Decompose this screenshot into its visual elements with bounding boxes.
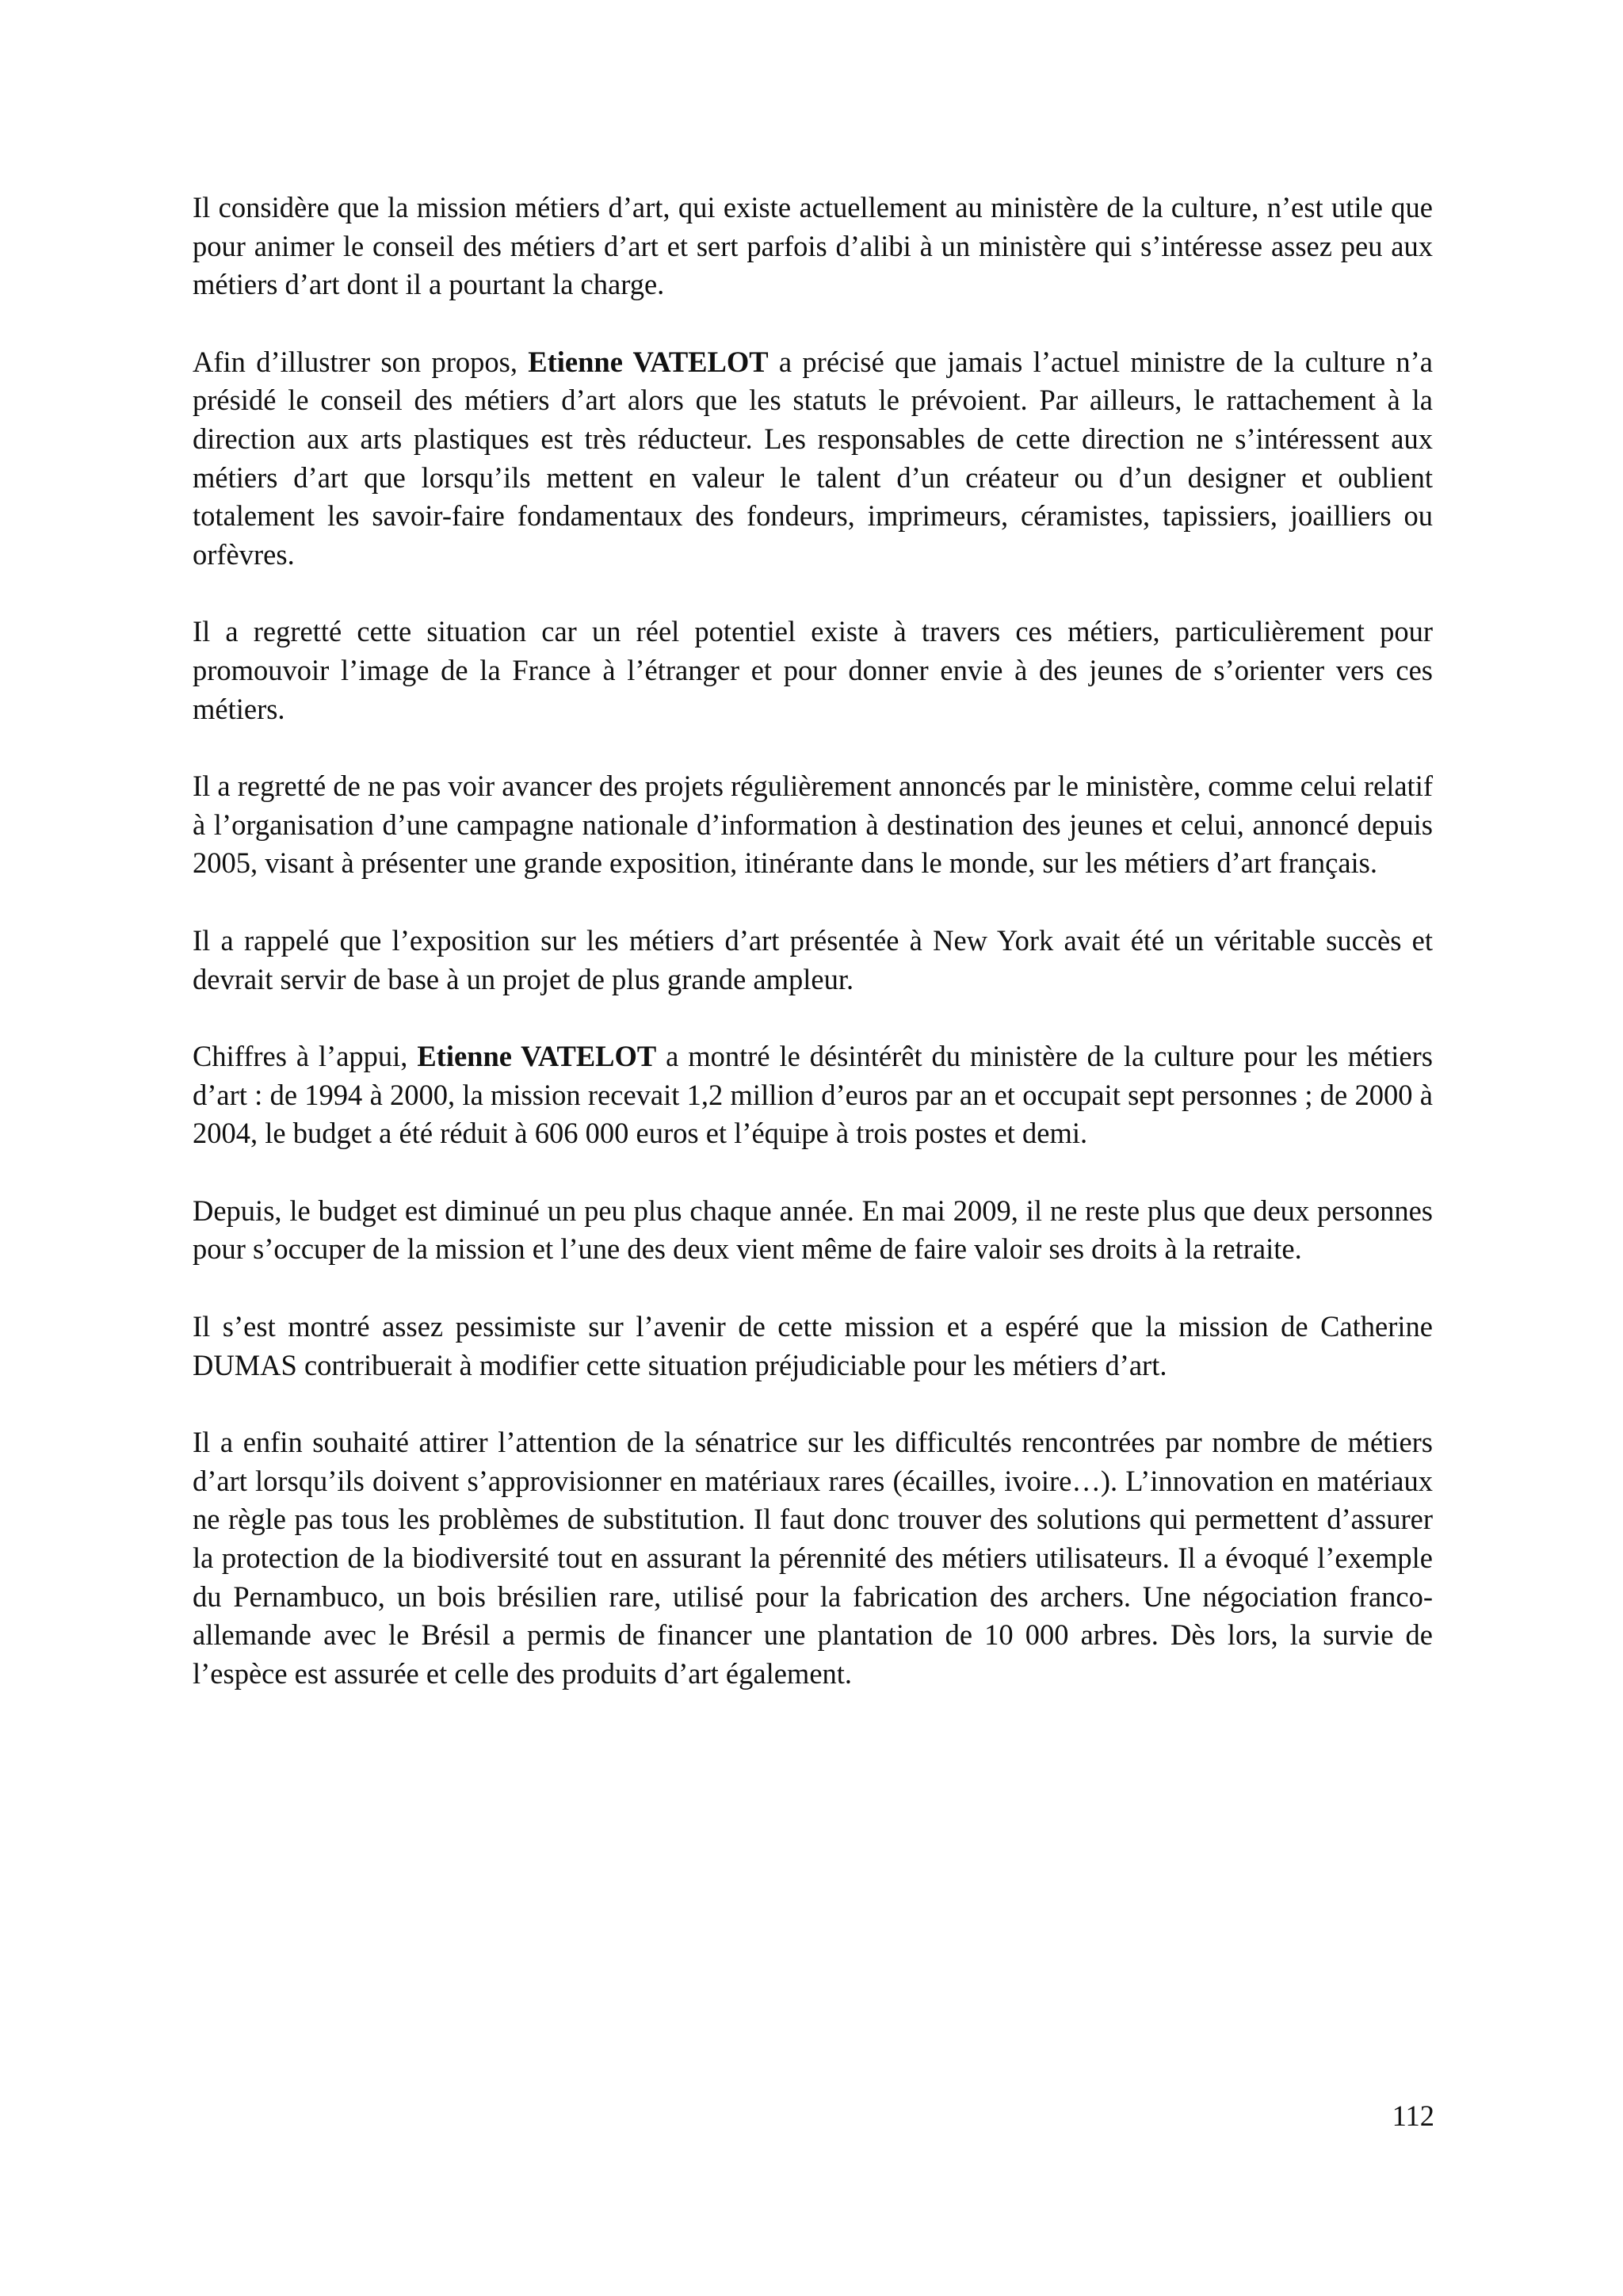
paragraph-2	[193, 343, 1433, 575]
paragraph-text: Il a regretté de ne pas voir avancer des projets régulièrement annoncés par le ministère, comme celui relatif à l’organisation d’une campagne nationale d’information à destination des jeunes et celui, annoncé depuis 2005, visant à présenter une grande exposition, itinérante dans le monde, sur les métiers d’art français.	[193, 770, 1433, 880]
paragraph-8	[193, 1308, 1433, 1385]
document-body	[193, 189, 1433, 1732]
paragraph-text: Afin d’illustrer son propos,	[193, 345, 529, 378]
paragraph-text: Il s’est montré assez pessimiste sur l’avenir de cette mission et a espéré que la mission de Catherine DUMAS contribuerait à modifier cette situation préjudiciable pour les métiers d’art.	[193, 1310, 1433, 1381]
paragraph-text: Il a regretté cette situation car un réel potentiel existe à travers ces métiers, particulièrement pour promouvoir l’image de la France à l’étranger et pour donner envie à des jeunes de s’orienter vers ces métiers.	[193, 615, 1433, 725]
person-name-bold: Etienne VATELOT	[417, 1040, 657, 1073]
paragraph-text: Depuis, le budget est diminué un peu plus chaque année. En mai 2009, il ne reste plus que deux personnes pour s’occuper de la mission et l’une des deux vient même de faire valoir ses droits à la retraite.	[193, 1194, 1433, 1266]
person-name-bold: Etienne VATELOT	[528, 345, 769, 378]
paragraph-text: a montré le désintérêt du ministère de la culture pour les métiers d’art : de 1994 à 2000, la mission recevait 1,2 million d’euros par an et occupait sept personnes ; de 2000 à 2004, le budget a été réduit à 606 000 euros et l’équipe à trois postes et demi.	[193, 1040, 1433, 1150]
paragraph-6	[193, 1037, 1433, 1153]
paragraph-text: Il considère que la mission métiers d’art, qui existe actuellement au ministère de la culture, n’est utile que pour animer le conseil des métiers d’art et sert parfois d’alibi à un ministère qui s’intéresse assez peu aux métiers d’art dont il a pourtant la charge.	[193, 191, 1433, 301]
paragraph-7	[193, 1192, 1433, 1269]
paragraph-9	[193, 1423, 1433, 1693]
paragraph-3	[193, 613, 1433, 728]
paragraph-text: Chiffres à l’appui,	[193, 1040, 418, 1073]
paragraph-text: Il a enfin souhaité attirer l’attention de la sénatrice sur les difficultés rencontrées par nombre de métiers d’art lorsqu’ils doivent s’approvisionner en matériaux rares (écailles, ivoire…). L’innovation en matériaux ne règle pas tous les problèmes de substitution. Il faut donc trouver des solutions qui permettent d’assurer la protection de la biodiversité tout en assurant la pérennité des métiers utilisateurs. Il a évoqué l’exemple du Pernambuco, un bois brésilien rare, utilisé pour la fabrication des archers. Une négociation franco-allemande avec le Brésil a permis de financer une plantation de 10 000 arbres. Dès lors, la survie de l’espèce est assurée et celle des produits d’art également.	[193, 1426, 1433, 1690]
paragraph-4	[193, 767, 1433, 883]
page-number: 112	[1392, 2099, 1434, 2132]
paragraph-1	[193, 189, 1433, 304]
paragraph-5	[193, 922, 1433, 999]
paragraph-text: Il a rappelé que l’exposition sur les métiers d’art présentée à New York avait été un véritable succès et devrait servir de base à un projet de plus grande ampleur.	[193, 923, 1433, 995]
paragraph-text: a précisé que jamais l’actuel ministre de la culture n’a présidé le conseil des métiers d’art alors que les statuts le prévoient. Par ailleurs, le rattachement à la direction aux arts plastiques est très réducteur. Les responsables de cette direction ne s’intéressent aux métiers d’art que lorsqu’ils mettent en valeur le talent d’un créateur ou d’un designer et oublient totalement les savoir-faire fondamentaux des fondeurs, imprimeurs, céramistes, tapissiers, joailliers ou orfèvres.	[193, 345, 1433, 571]
